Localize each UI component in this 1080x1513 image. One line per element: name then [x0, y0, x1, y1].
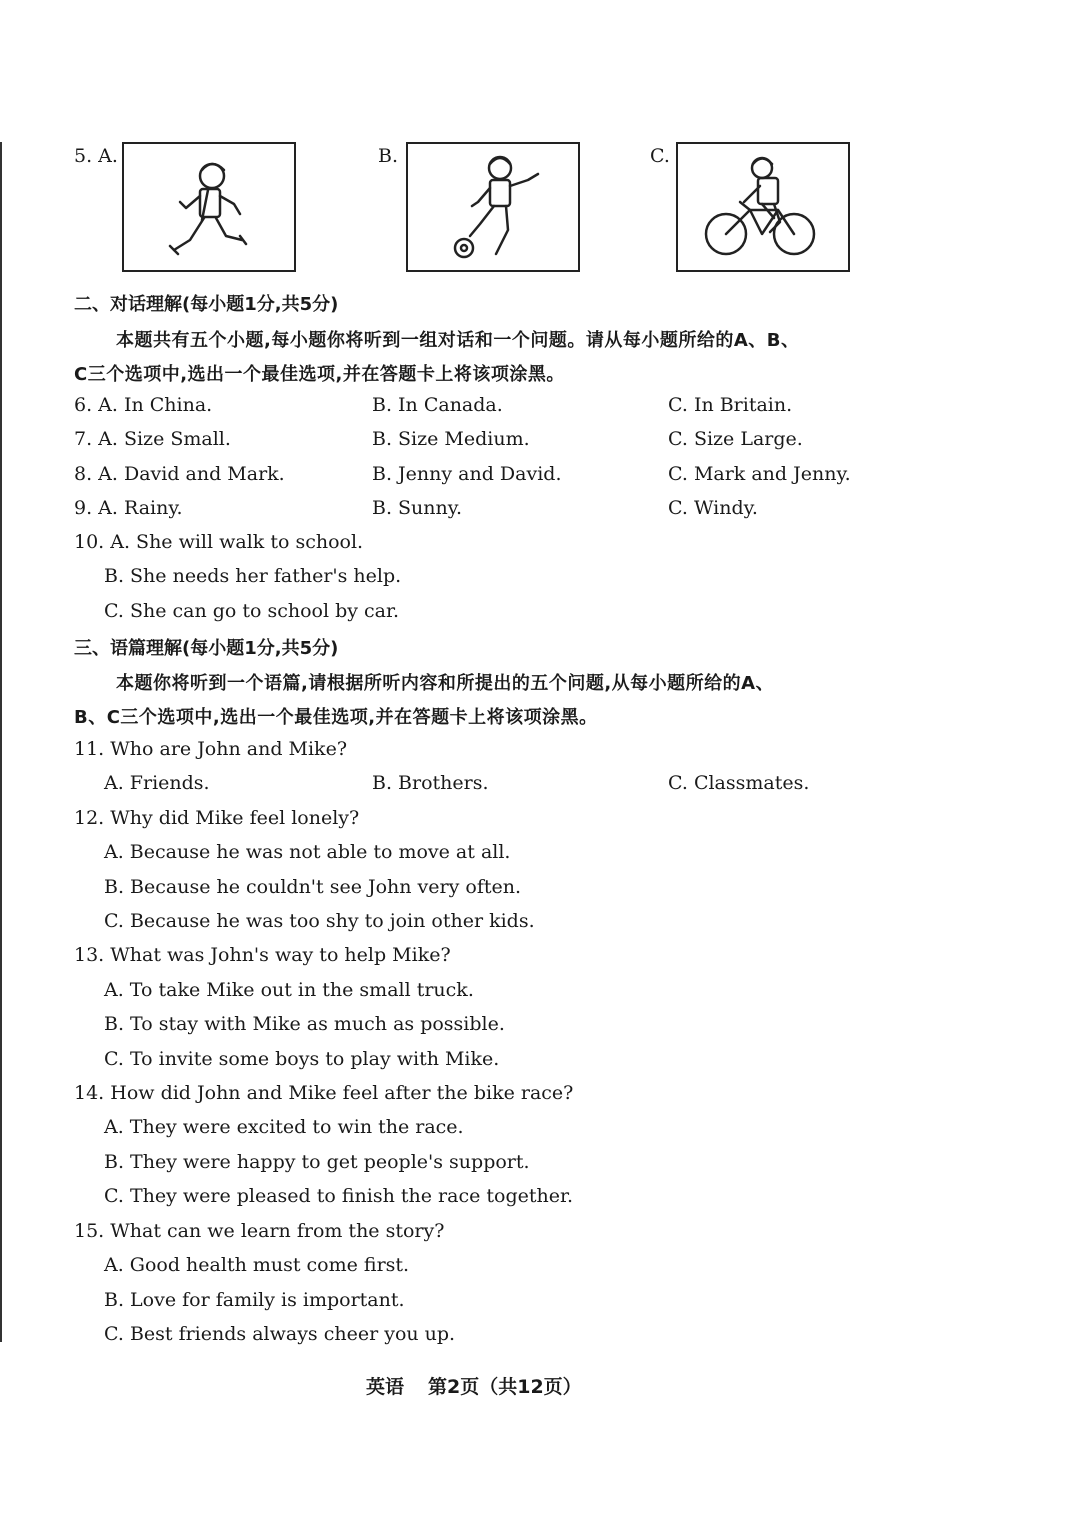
q10-option-b: B. She needs her father's help. — [104, 565, 402, 587]
q9-option-a: 9. A. Rainy. — [74, 497, 183, 519]
q13-question: 13. What was John's way to help Mike? — [74, 944, 451, 966]
boy-kicking-ball-icon — [408, 144, 578, 270]
q15-question: 15. What can we learn from the story? — [74, 1220, 445, 1242]
section3-heading: 三、语篇理解(每小题1分,共5分) — [74, 638, 339, 659]
q12-option-a: A. Because he was not able to move at all. — [104, 841, 511, 863]
q5-picture-a — [122, 142, 296, 272]
q6-option-b: B. In Canada. — [372, 394, 503, 416]
q14-option-b: B. They were happy to get people's support. — [104, 1151, 530, 1173]
q9-option-c: C. Windy. — [668, 497, 758, 519]
q7-option-c: C. Size Large. — [668, 428, 803, 450]
boy-riding-bike-icon — [678, 144, 848, 270]
q15-option-a: A. Good health must come first. — [104, 1254, 410, 1276]
q13-option-c: C. To invite some boys to play with Mike. — [104, 1048, 500, 1070]
q12-option-c: C. Because he was too shy to join other kids. — [104, 910, 535, 932]
q5-b-label: B. — [378, 145, 399, 167]
q14-option-c: C. They were pleased to finish the race together. — [104, 1185, 573, 1207]
q10-option-c: C. She can go to school by car. — [104, 600, 400, 622]
q11-option-a: A. Friends. — [104, 772, 210, 794]
q6-option-a: 6. A. In China. — [74, 394, 213, 416]
q14-question: 14. How did John and Mike feel after the bike race? — [74, 1082, 574, 1104]
q10-option-a: 10. A. She will walk to school. — [74, 531, 364, 553]
section3-instruction-line1: 本题你将听到一个语篇,请根据所听内容和所提出的五个问题,从每小题所给的A、 — [116, 673, 775, 694]
q15-option-c: C. Best friends always cheer you up. — [104, 1323, 456, 1345]
q8-option-a: 8. A. David and Mark. — [74, 463, 285, 485]
q15-option-b: B. Love for family is important. — [104, 1289, 405, 1311]
footer-page-number: 第2页（共12页） — [428, 1376, 582, 1398]
q14-option-a: A. They were excited to win the race. — [104, 1116, 464, 1138]
q11-question: 11. Who are John and Mike? — [74, 738, 348, 760]
q5-c-label: C. — [650, 145, 670, 167]
page-margin-line — [0, 142, 2, 1342]
q13-option-b: B. To stay with Mike as much as possible. — [104, 1013, 505, 1035]
q7-option-b: B. Size Medium. — [372, 428, 530, 450]
section2-heading: 二、对话理解(每小题1分,共5分) — [74, 294, 339, 315]
q8-option-b: B. Jenny and David. — [372, 463, 562, 485]
q5-a-label: 5. A. — [74, 145, 118, 167]
section2-instruction-line2: C三个选项中,选出一个最佳选项,并在答题卡上将该项涂黑。 — [74, 364, 565, 385]
footer-subject: 英语 — [366, 1376, 405, 1398]
q11-option-b: B. Brothers. — [372, 772, 489, 794]
q12-option-b: B. Because he couldn't see John very often. — [104, 876, 522, 898]
section3-instruction-line2: B、C三个选项中,选出一个最佳选项,并在答题卡上将该项涂黑。 — [74, 707, 598, 728]
q5-picture-b — [406, 142, 580, 272]
q12-question: 12. Why did Mike feel lonely? — [74, 807, 360, 829]
q6-option-c: C. In Britain. — [668, 394, 793, 416]
section2-instruction-line1: 本题共有五个小题,每小题你将听到一组对话和一个问题。请从每小题所给的A、B、 — [116, 330, 800, 351]
q8-option-c: C. Mark and Jenny. — [668, 463, 851, 485]
q5-picture-c — [676, 142, 850, 272]
q7-option-a: 7. A. Size Small. — [74, 428, 231, 450]
q11-option-c: C. Classmates. — [668, 772, 810, 794]
running-boy-icon — [124, 144, 294, 270]
q13-option-a: A. To take Mike out in the small truck. — [104, 979, 474, 1001]
q9-option-b: B. Sunny. — [372, 497, 463, 519]
